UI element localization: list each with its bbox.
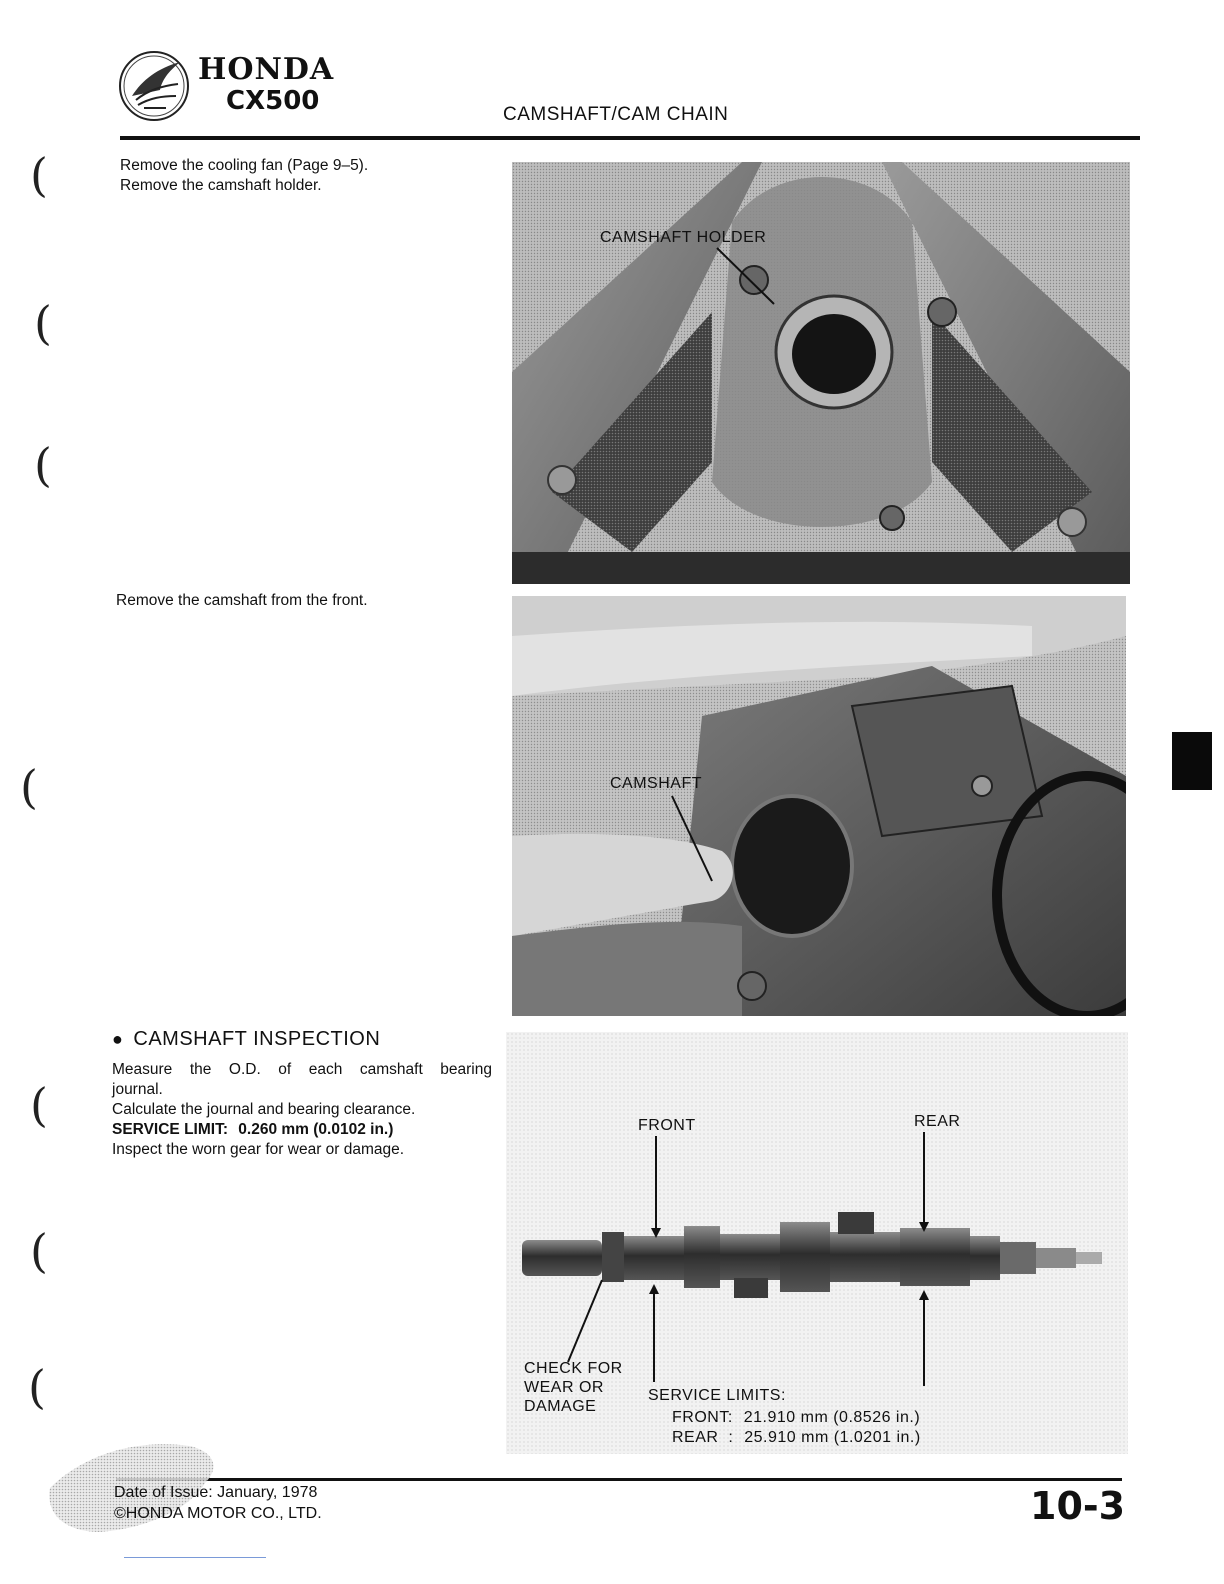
header-rule bbox=[120, 136, 1140, 140]
section-title: CAMSHAFT/CAM CHAIN bbox=[503, 104, 729, 125]
chapter-tab-marker bbox=[1172, 732, 1212, 790]
binder-hole-mark: ( bbox=[20, 760, 38, 814]
step-remove-camshaft bbox=[116, 591, 476, 611]
binder-hole-mark: ( bbox=[30, 1078, 48, 1132]
binder-hole-mark: ( bbox=[34, 296, 52, 350]
callout-camshaft-holder: CAMSHAFT HOLDER bbox=[600, 229, 767, 246]
inspection-heading-text: CAMSHAFT INSPECTION bbox=[133, 1028, 381, 1050]
service-limit-label: SERVICE LIMIT: bbox=[112, 1121, 228, 1138]
footer-rule bbox=[116, 1478, 1122, 1481]
bullet-icon: ● bbox=[112, 1029, 124, 1049]
callout-line: CHECK FOR bbox=[524, 1360, 623, 1377]
service-limits-heading: SERVICE LIMITS: bbox=[648, 1387, 786, 1404]
service-limit-line bbox=[112, 1120, 492, 1140]
binder-hole-mark: ( bbox=[34, 438, 52, 492]
binder-hole-mark: ( bbox=[30, 1224, 48, 1278]
issue-date: Date of Issue: January, 1978 bbox=[114, 1484, 318, 1501]
step-line: Remove the camshaft from the front. bbox=[116, 592, 368, 609]
service-limit-name: REAR : bbox=[672, 1429, 734, 1446]
service-limit-name: FRONT: bbox=[672, 1409, 733, 1426]
copyright: ©HONDA MOTOR CO., LTD. bbox=[114, 1505, 322, 1522]
inspection-line: Calculate the journal and bearing clearance. bbox=[112, 1101, 416, 1118]
inspection-line: Inspect the worn gear for wear or damage. bbox=[112, 1141, 405, 1158]
binder-hole-mark: ( bbox=[28, 1360, 46, 1414]
service-limit-value: 25.910 mm (1.0201 in.) bbox=[744, 1429, 921, 1446]
callout-line: DAMAGE bbox=[524, 1398, 597, 1415]
service-limit-rear bbox=[672, 1428, 921, 1447]
callout-line: WEAR OR bbox=[524, 1379, 604, 1396]
callout-front: FRONT bbox=[638, 1117, 696, 1134]
inspection-line: Measure the O.D. of each camshaft bearing bbox=[112, 1061, 492, 1078]
step-line: Remove the cooling fan (Page 9–5). bbox=[120, 157, 369, 174]
service-limit-value: 21.910 mm (0.8526 in.) bbox=[743, 1409, 921, 1426]
service-limit-value: 0.260 mm (0.0102 in.) bbox=[238, 1121, 394, 1138]
page-number: 10-3 bbox=[1030, 1484, 1126, 1528]
camshaft-inspection-photo bbox=[506, 1032, 1128, 1454]
honda-wing-logo bbox=[118, 50, 190, 122]
inspection-line: journal. bbox=[112, 1081, 163, 1098]
camshaft-removal-photo bbox=[512, 596, 1126, 1016]
scan-artifact-line bbox=[124, 1557, 266, 1558]
callout-check-wear bbox=[524, 1359, 623, 1416]
step-remove-holder bbox=[120, 156, 480, 196]
camshaft-holder-photo bbox=[512, 162, 1130, 584]
inspection-body bbox=[112, 1060, 492, 1160]
service-limit-front bbox=[672, 1408, 920, 1427]
callout-camshaft: CAMSHAFT bbox=[610, 775, 702, 792]
callout-rear: REAR bbox=[914, 1113, 961, 1130]
binder-hole-mark: ( bbox=[30, 148, 48, 202]
step-line: Remove the camshaft holder. bbox=[120, 177, 322, 194]
inspection-heading bbox=[112, 1028, 380, 1051]
model-name: CX500 bbox=[226, 86, 320, 116]
brand-name: HONDA bbox=[198, 52, 335, 87]
